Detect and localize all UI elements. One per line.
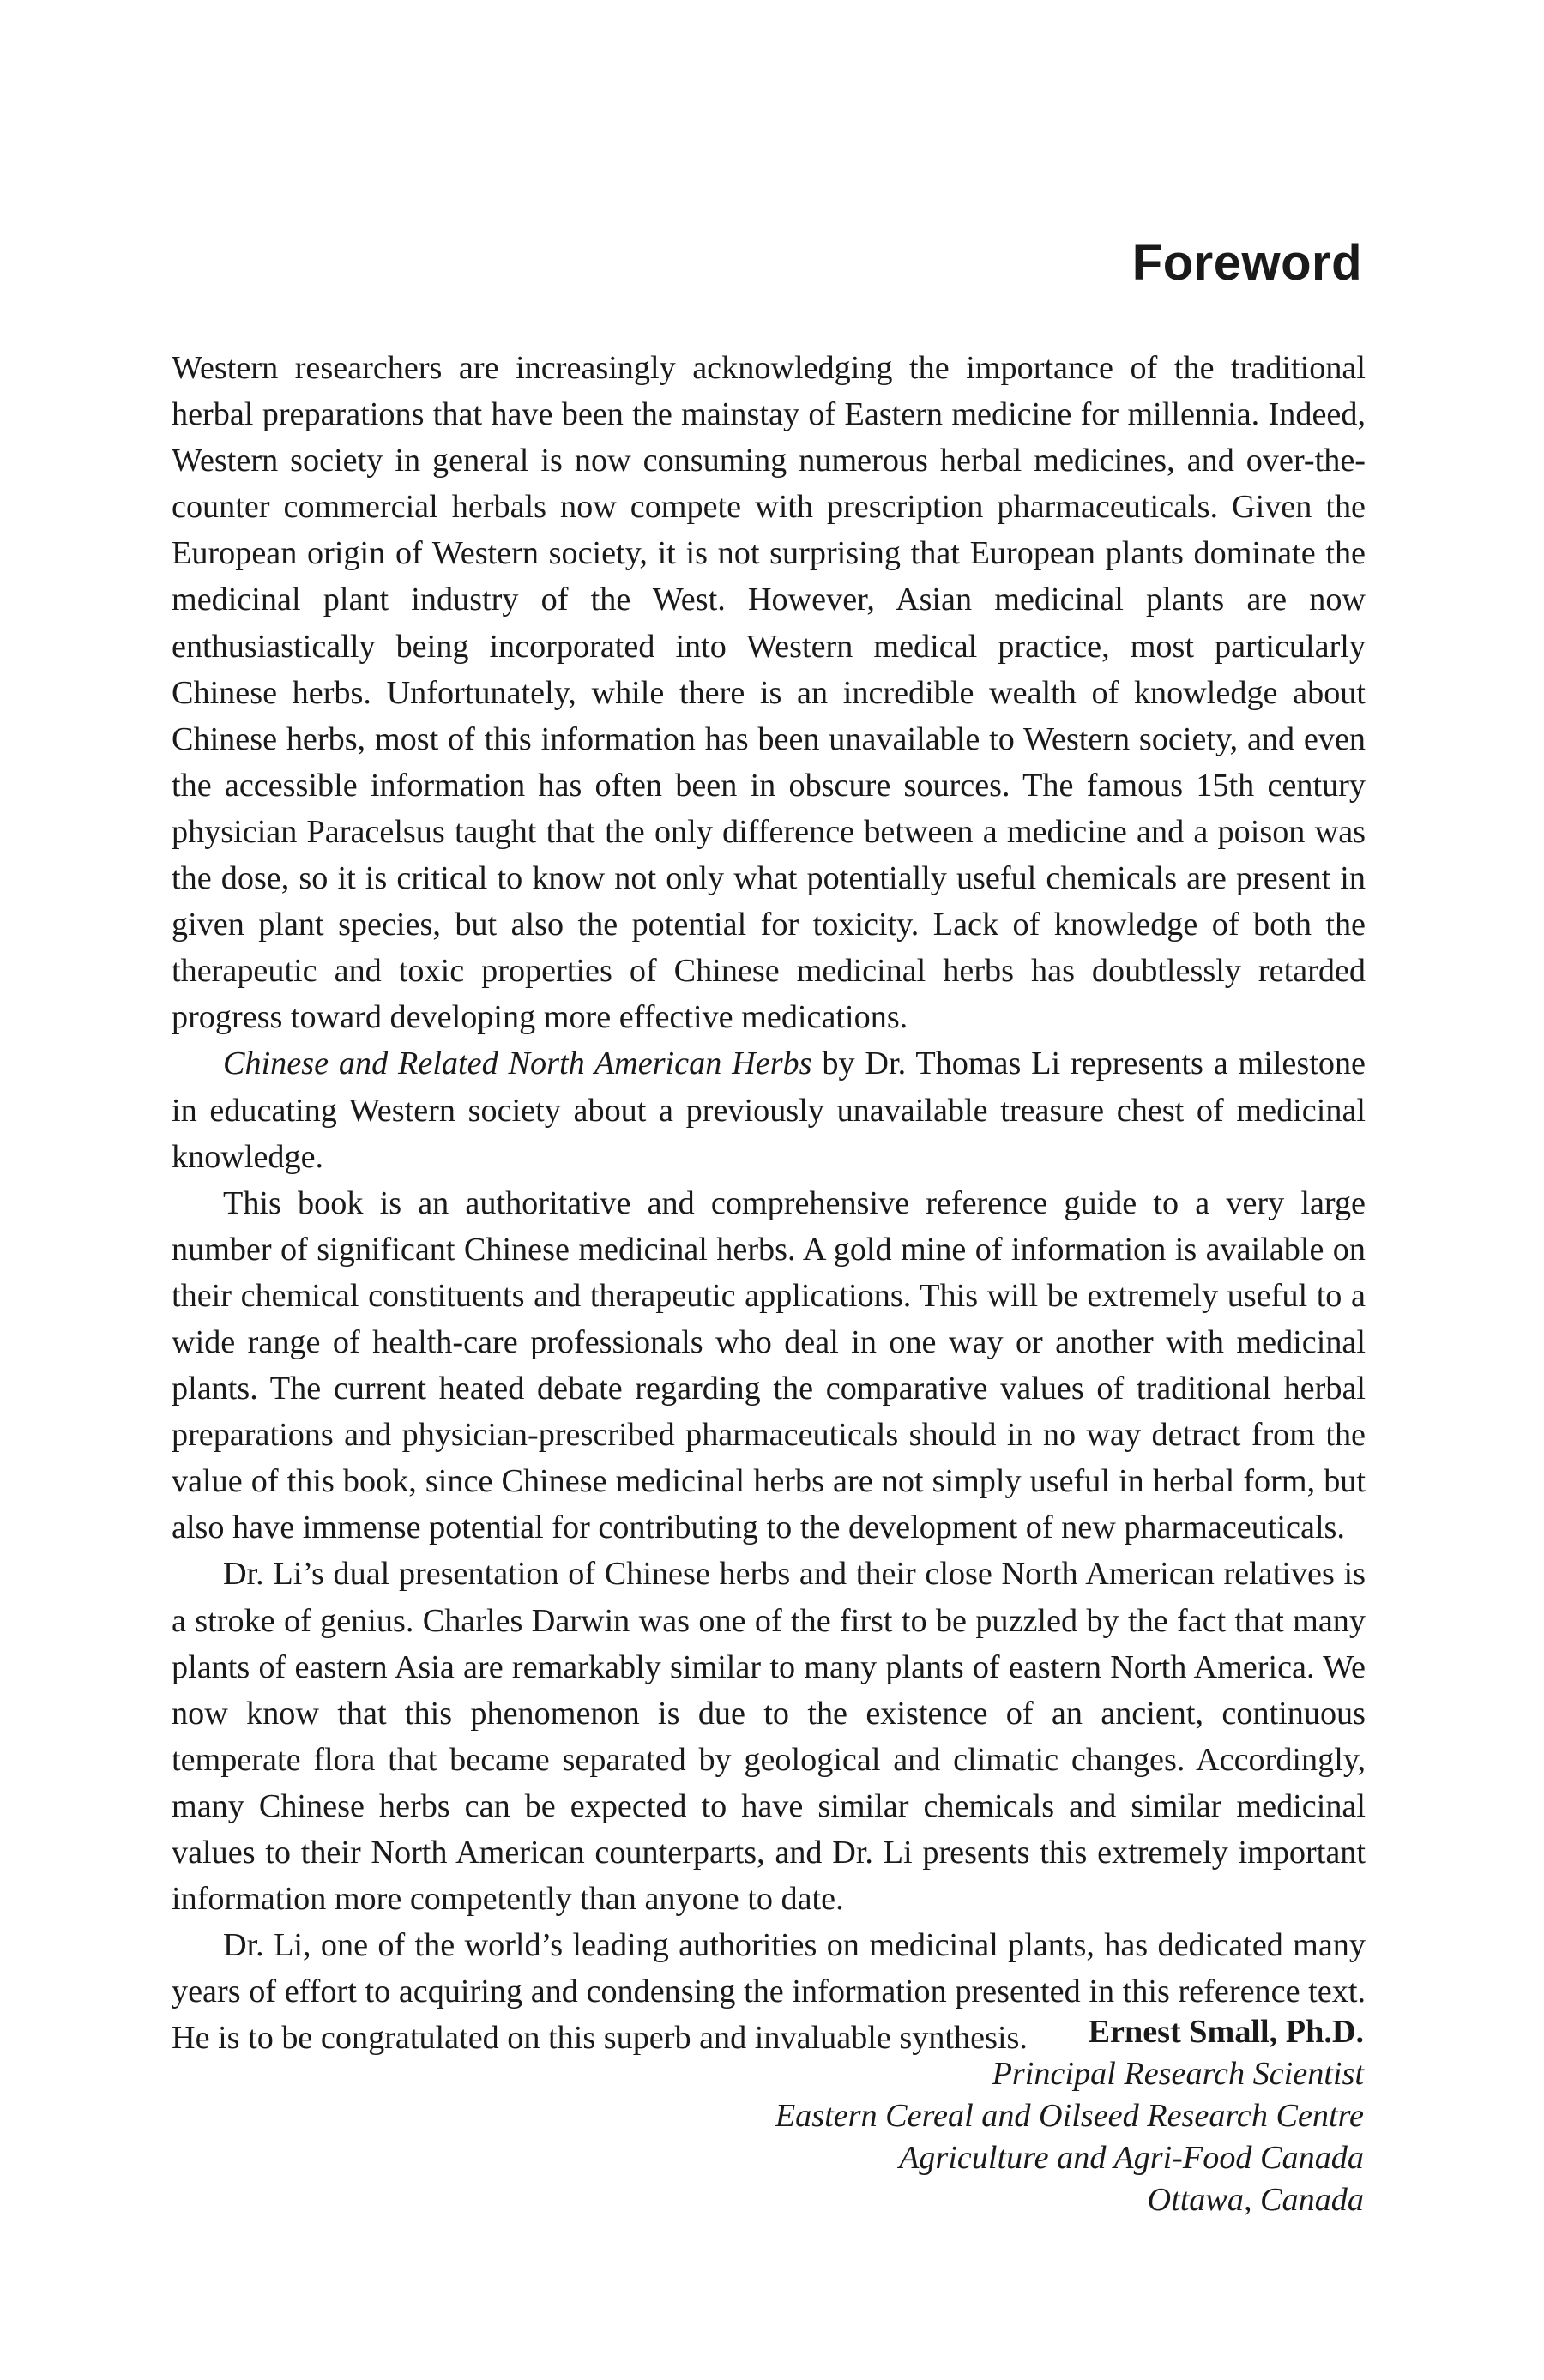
paragraph-text: Dr. Li’s dual presentation of Chinese herbs and their close North American relatives is a stroke of genius. Charles Darwin was one of the first to be puzzled by the fact that many plants of eastern Asia are remarkably similar to many plants of eastern North America. We now know that this phenomenon is due to the existence of an ancient, continuous temperate flora that became separated by geological and climatic changes. Accordingly, many Chinese herbs can be expected to have similar chemicals and similar medicinal values to their North American counterparts, and Dr. Li presents this extremely important information more competently than anyone to date. bbox=[172, 1556, 1366, 1918]
paragraph-text: Western researchers are increasingly acknowledging the importance of the traditional herbal preparations that have been the mainstay of Eastern medicine for millennia. Indeed, Western society in general is now consuming numerous herbal medicines, and over-the-counter commercial herbals now compete with prescription pharmaceuticals. Given the European origin of Western society, it is not surprising that European plants dominate the medicinal plant industry of the West. However, Asian medicinal plants are now enthusiastically being incorporated into Western medical practice, most particularly Chinese herbs. Unfortunately, while there is an incredible wealth of knowledge about Chinese herbs, most of this information has been unavailable to Western society, and even the accessible information has often been in obscure sources. The famous 15th century physician Paracelsus taught that the only difference between a medicine and a poison was the dose, so it is critical to know not only what potentially useful chemicals are present in given plant species, but also the potential for toxicity. Lack of knowledge of both the therapeutic and toxic properties of Chinese medicinal herbs has doubtlessly retarded progress toward developing more effective medications. bbox=[172, 350, 1366, 1036]
author-department: Agriculture and Agri-Food Canada bbox=[898, 2140, 1364, 2176]
paragraph bbox=[172, 345, 1366, 1040]
signature-block bbox=[775, 2011, 1364, 2221]
paragraph bbox=[172, 1180, 1366, 1552]
paragraph-text: This book is an authoritative and comprehensive reference guide to a very large number of significant Chinese medicinal herbs. A gold mine of information is available on their chemical constituents and therapeutic applications. This will be extremely useful to a wide range of health-care professionals who deal in one way or another with medicinal plants. The current heated debate regarding the comparative values of traditional herbal preparations and physician-prescribed pharmaceuticals should in no way detract from the value of this book, since Chinese medicinal herbs are not simply useful in herbal form, but also have immense potential for contributing to the development of new pharmaceuticals. bbox=[172, 1184, 1366, 1546]
author-organization: Eastern Cereal and Oilseed Research Centre bbox=[775, 2098, 1364, 2134]
author-title: Principal Research Scientist bbox=[992, 2056, 1364, 2092]
author-name: Ernest Small, Ph.D. bbox=[1088, 2014, 1364, 2050]
page-title: Foreword bbox=[1131, 235, 1362, 291]
author-location: Ottawa, Canada bbox=[1147, 2182, 1364, 2218]
paragraph bbox=[172, 1040, 1366, 1179]
paragraph-text: Dr. Li, one of the world’s leading authorities on medicinal plants, has dedicated many years of effort to acquiring and condensing the information presented in this reference text. He is to be congratulated on this superb and invaluable synthesis. bbox=[172, 1927, 1366, 2057]
paragraph-text: by Dr. Thomas Li represents a milestone in educating Western society about a previously unavailable treasure chest of medicinal knowledge. bbox=[172, 1045, 1366, 1175]
book-title-italic: Chinese and Related North American Herbs bbox=[223, 1045, 812, 1082]
foreword-body bbox=[172, 345, 1366, 2061]
paragraph bbox=[172, 1551, 1366, 1922]
